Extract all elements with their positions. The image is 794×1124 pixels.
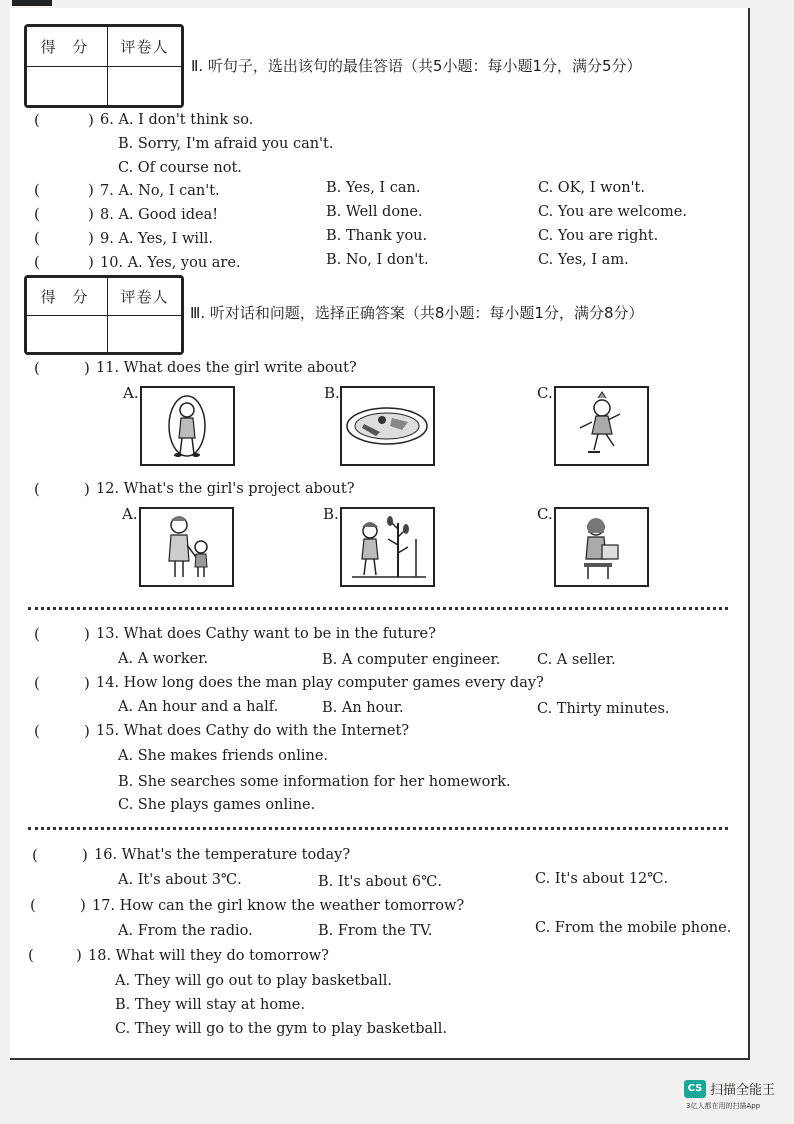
q17-option-a: A. From the radio.	[118, 923, 253, 939]
q9-option-c: C. You are right.	[538, 228, 659, 244]
score-cell[interactable]	[27, 316, 108, 353]
answer-paren-open: (	[34, 625, 40, 643]
q13-question: 13. What does Cathy want to be in the future?	[96, 626, 436, 642]
q10-option-b: B. No, I don't.	[326, 252, 429, 268]
q6-option-b: B. Sorry, I'm afraid you can't.	[118, 136, 334, 152]
score-label: 得 分	[27, 278, 108, 316]
grader-label: 评卷人	[107, 278, 181, 316]
q18-option-a: A. They will go out to play basketball.	[115, 973, 393, 989]
answer-paren-close: )	[88, 205, 94, 223]
q12-picture-a[interactable]	[139, 507, 234, 587]
planting-trees-icon	[342, 509, 433, 585]
q7-option-b: B. Yes, I can.	[326, 180, 421, 196]
answer-paren-open: (	[34, 253, 40, 271]
q12-label-c: C.	[537, 505, 553, 523]
answer-paren-close: )	[84, 722, 90, 740]
score-box-section2	[24, 24, 184, 108]
q6-option-a: 6. A. I don't think so.	[100, 112, 254, 128]
q7-option-a: 7. A. No, I can't.	[100, 183, 220, 199]
q17-option-c: C. From the mobile phone.	[535, 920, 732, 936]
section-divider	[28, 827, 728, 830]
q11-label-a: A.	[123, 384, 139, 402]
sheet-bottom-border	[10, 1058, 748, 1060]
grader-cell[interactable]	[107, 316, 181, 353]
q15-option-a: A. She makes friends online.	[118, 748, 329, 764]
answer-paren-open: (	[34, 480, 40, 498]
camscanner-icon: CS	[684, 1080, 706, 1098]
q8-option-c: C. You are welcome.	[538, 204, 687, 220]
score-label: 得 分	[27, 27, 108, 67]
answer-paren-close: )	[76, 946, 82, 964]
q14-question: 14. How long does the man play computer games every day?	[96, 675, 544, 691]
q10-option-c: C. Yes, I am.	[538, 252, 629, 268]
q12-picture-b[interactable]	[340, 507, 435, 587]
answer-paren-close: )	[84, 674, 90, 692]
q11-label-c: C.	[537, 384, 553, 402]
answer-paren-open: (	[34, 111, 40, 129]
answer-paren-open: (	[32, 846, 38, 864]
mother-and-child-icon	[141, 509, 232, 585]
answer-paren-open: (	[34, 181, 40, 199]
q18-option-c: C. They will go to the gym to play basketball.	[115, 1021, 447, 1037]
q12-label-b: B.	[323, 505, 339, 523]
answer-paren-open: (	[28, 946, 34, 964]
q12-question: 12. What's the girl's project about?	[96, 481, 355, 497]
grader-cell[interactable]	[107, 67, 181, 106]
q12-label-a: A.	[122, 505, 138, 523]
answer-paren-close: )	[88, 229, 94, 247]
q13-option-b: B. A computer engineer.	[322, 652, 501, 668]
q15-question: 15. What does Cathy do with the Internet?	[96, 723, 410, 739]
scanner-app-name: 扫描全能王	[710, 1083, 776, 1098]
answer-paren-close: )	[82, 846, 88, 864]
score-cell[interactable]	[27, 67, 108, 106]
answer-paren-close: )	[84, 359, 90, 377]
q11-picture-a[interactable]	[140, 386, 235, 466]
answer-paren-open: (	[30, 896, 36, 914]
grader-label: 评卷人	[107, 27, 181, 67]
answer-paren-close: )	[84, 625, 90, 643]
q7-option-c: C. OK, I won't.	[538, 180, 645, 196]
section2-title: Ⅱ. 听句子，选出该句的最佳答语（共5小题：每小题1分，满分5分）	[191, 57, 642, 75]
q6-option-c: C. Of course not.	[118, 160, 242, 176]
q14-option-b: B. An hour.	[322, 700, 404, 716]
q16-option-a: A. It's about 3℃.	[118, 872, 242, 888]
answer-paren-open: (	[34, 229, 40, 247]
girl-ice-skating-icon	[556, 388, 647, 464]
q16-option-b: B. It's about 6℃.	[318, 874, 442, 890]
score-box-section3	[24, 275, 184, 355]
q11-picture-c[interactable]	[554, 386, 649, 466]
q16-option-c: C. It's about 12℃.	[535, 871, 669, 887]
q11-question: 11. What does the girl write about?	[96, 360, 357, 376]
q9-option-a: 9. A. Yes, I will.	[100, 231, 213, 247]
answer-paren-open: (	[34, 674, 40, 692]
scanner-tagline: 3亿人都在用的扫描App	[686, 1102, 761, 1110]
q16-question: 16. What's the temperature today?	[94, 847, 351, 863]
q11-label-b: B.	[324, 384, 340, 402]
q8-option-b: B. Well done.	[326, 204, 423, 220]
answer-paren-open: (	[34, 205, 40, 223]
q15-option-b: B. She searches some information for her homework.	[118, 774, 511, 790]
food-plate-icon	[342, 388, 433, 464]
scanner-logo	[684, 1079, 775, 1098]
q10-option-a: 10. A. Yes, you are.	[100, 255, 241, 271]
girl-playing-drum-icon	[556, 509, 647, 585]
answer-paren-close: )	[88, 111, 94, 129]
q13-option-c: C. A seller.	[537, 652, 616, 668]
q11-picture-b[interactable]	[340, 386, 435, 466]
q12-picture-c[interactable]	[554, 507, 649, 587]
q8-option-a: 8. A. Good idea!	[100, 207, 219, 223]
q15-option-c: C. She plays games online.	[118, 797, 316, 813]
answer-paren-open: (	[34, 722, 40, 740]
q18-option-b: B. They will stay at home.	[115, 997, 306, 1013]
q14-option-c: C. Thirty minutes.	[537, 701, 670, 717]
answer-paren-open: (	[34, 359, 40, 377]
corner-mark	[12, 0, 52, 6]
q9-option-b: B. Thank you.	[326, 228, 428, 244]
section3-title: Ⅲ. 听对话和问题，选择正确答案（共8小题：每小题1分，满分8分）	[190, 304, 644, 322]
answer-paren-close: )	[84, 480, 90, 498]
answer-paren-close: )	[80, 896, 86, 914]
answer-paren-close: )	[88, 253, 94, 271]
q13-option-a: A. A worker.	[118, 651, 209, 667]
answer-paren-close: )	[88, 181, 94, 199]
q18-question: 18. What will they do tomorrow?	[88, 948, 329, 964]
q14-option-a: A. An hour and a half.	[118, 699, 279, 715]
q17-option-b: B. From the TV.	[318, 923, 433, 939]
section-divider	[28, 607, 728, 610]
q17-question: 17. How can the girl know the weather tomorrow?	[92, 898, 465, 914]
girl-skipping-rope-icon	[142, 388, 233, 464]
